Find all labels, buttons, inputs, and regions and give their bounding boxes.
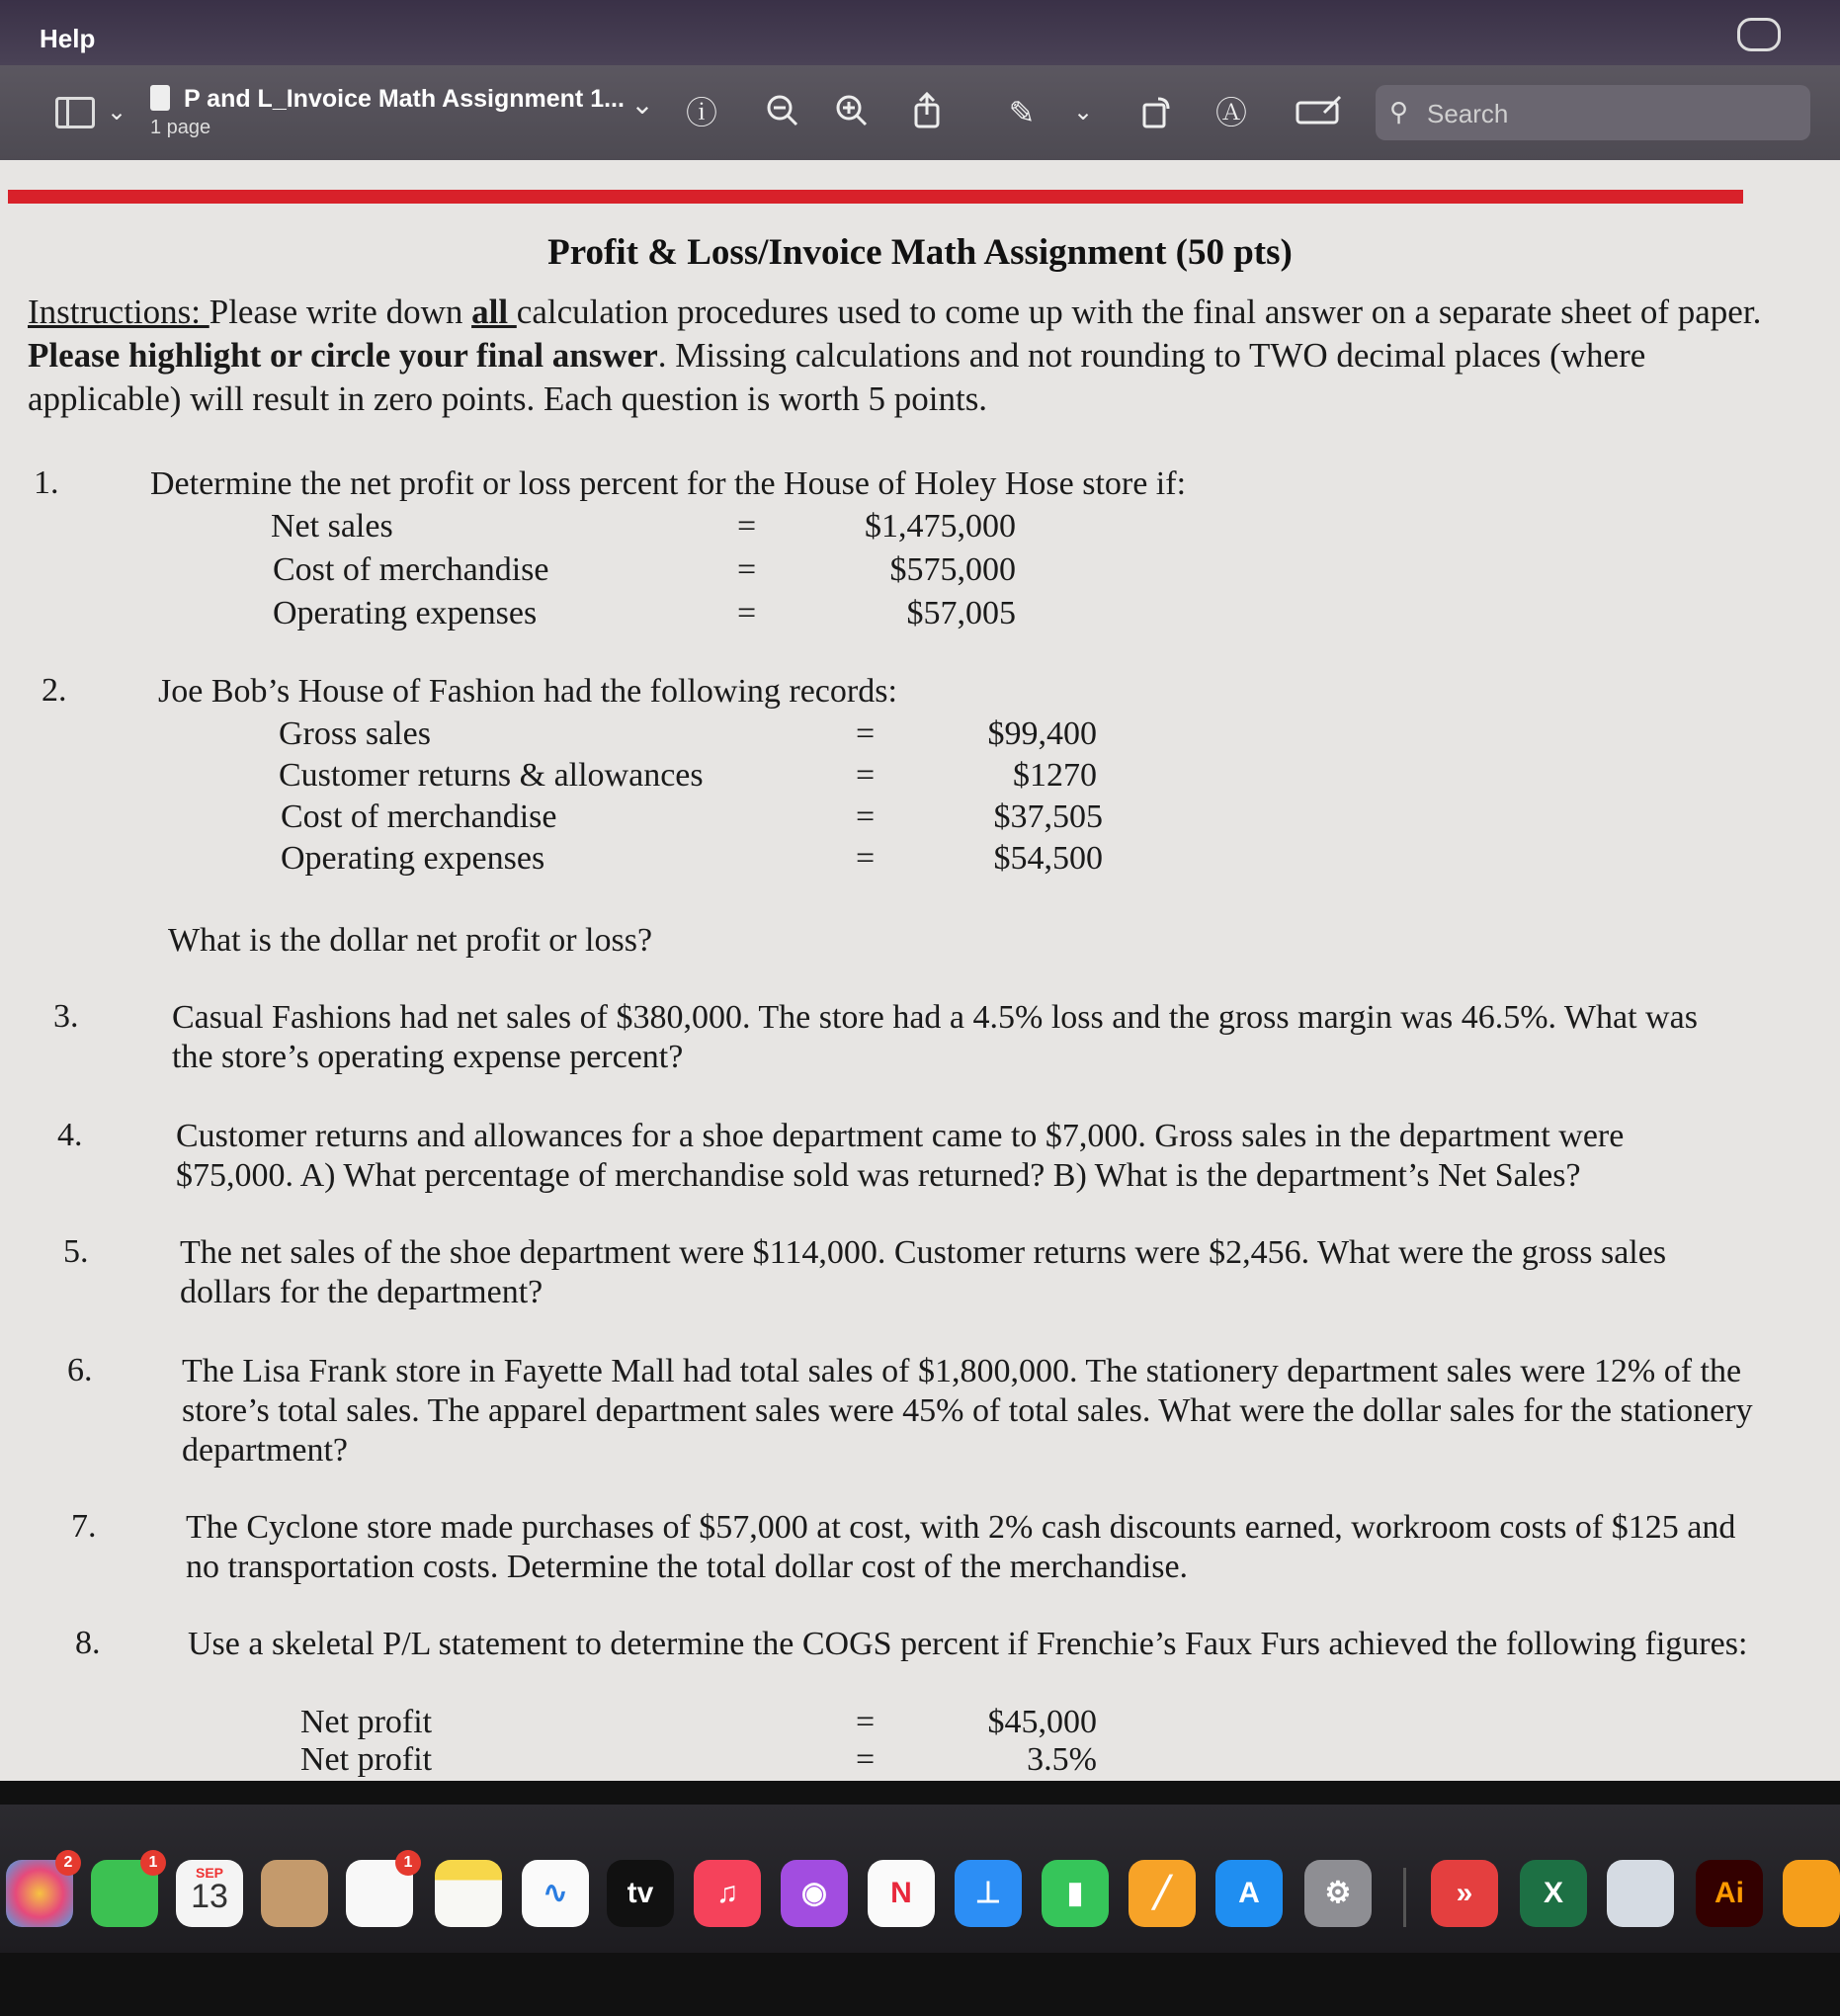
q4-number: 4. bbox=[57, 1117, 83, 1153]
q2-row-eq: = bbox=[856, 840, 876, 877]
q8-row-label: Net profit bbox=[300, 1741, 433, 1778]
photos-badge: 2 bbox=[55, 1850, 81, 1876]
keynote-app-icon[interactable]: ⊥ bbox=[955, 1860, 1022, 1927]
annotate-icon[interactable]: Ⓐ bbox=[1214, 95, 1247, 130]
q1-number: 1. bbox=[34, 464, 59, 501]
instructions-bold: Please highlight or circle your final answer bbox=[28, 336, 658, 375]
appstore-app-icon[interactable]: A bbox=[1215, 1860, 1283, 1927]
calendar-app-icon[interactable] bbox=[176, 1860, 243, 1927]
q1-row-eq: = bbox=[737, 551, 757, 588]
q2-row-value: $54,500 bbox=[993, 840, 1103, 877]
q2-row-eq: = bbox=[856, 715, 876, 752]
zoom-in-icon[interactable] bbox=[830, 91, 874, 134]
q2-row-label: Gross sales bbox=[279, 715, 431, 752]
instructions-part1: Please write down bbox=[209, 293, 472, 331]
contacts-app-icon[interactable] bbox=[261, 1860, 328, 1927]
document-page bbox=[0, 160, 1840, 1781]
q4-text: Customer returns and allowances for a shoe department came to $7,000. Gross sales in the department were $75,000. A) What percentage of merchandise sold was returned? B) What is the department’s Net Sales? bbox=[176, 1118, 1625, 1194]
q2-text: Joe Bob’s House of Fashion had the following records: bbox=[158, 673, 897, 710]
q8-row-value: 3.5% bbox=[1027, 1741, 1097, 1778]
news-app-icon[interactable]: N bbox=[868, 1860, 935, 1927]
markup-chevron-icon[interactable]: ⌄ bbox=[1072, 99, 1094, 126]
instructions-all: all bbox=[471, 293, 517, 331]
remote-desktop-app-icon[interactable]: » bbox=[1431, 1860, 1498, 1927]
q2-question: What is the dollar net profit or loss? bbox=[168, 922, 653, 959]
q6-text: The Lisa Frank store in Fayette Mall had total sales of $1,800,000. The stationery department sales were 12% of the store’s total sales. The apparel department sales were 45% of total sales. What were the dollar sales for the stationery department? bbox=[182, 1353, 1753, 1469]
q7-number: 7. bbox=[71, 1508, 97, 1545]
notes-app-icon[interactable] bbox=[435, 1860, 502, 1927]
q2-number: 2. bbox=[42, 672, 67, 709]
signature-icon[interactable] bbox=[1295, 91, 1338, 134]
q1-row-value: $1,475,000 bbox=[865, 508, 1016, 545]
q8-row-eq: = bbox=[856, 1741, 876, 1778]
facetime-app-icon[interactable] bbox=[91, 1854, 158, 1927]
q3-text: Casual Fashions had net sales of $380,000. The store had a 4.5% loss and the gross margin was 46.5%. What was the store’s operating expense percent? bbox=[172, 999, 1698, 1075]
facetime-badge: 1 bbox=[140, 1850, 166, 1876]
q1-row-label: Cost of merchandise bbox=[273, 551, 549, 588]
info-icon[interactable]: ⓘ bbox=[685, 95, 717, 130]
sidebar-toggle-icon[interactable] bbox=[55, 97, 95, 128]
q2-row-value: $37,505 bbox=[993, 798, 1103, 835]
illustrator-app-icon[interactable] bbox=[1696, 1860, 1763, 1927]
q1-row-label: Operating expenses bbox=[273, 595, 538, 631]
illustrator-label: Ai bbox=[1715, 1877, 1744, 1909]
instructions-part3: . Missing calculations and not rounding to TWO decimal places (where applicable) will result in zero points. Each question is worth 5 points. bbox=[28, 336, 1646, 418]
q5-text: The net sales of the shoe department were $114,000. Customer returns were $2,456. What were the gross sales dollars for the department? bbox=[180, 1234, 1667, 1310]
q1-text: Determine the net profit or loss percent for the House of Holey Hose store if: bbox=[150, 465, 1187, 502]
q5-number: 5. bbox=[63, 1233, 89, 1270]
document-icon bbox=[150, 85, 170, 111]
instructions-part2: calculation procedures used to come up with the final answer on a separate sheet of paper. bbox=[516, 293, 1762, 331]
preview-toolbar bbox=[0, 65, 1840, 160]
podcasts-app-icon[interactable]: ◉ bbox=[781, 1860, 848, 1927]
reminders-badge: 1 bbox=[395, 1850, 421, 1876]
calendar-month: SEP bbox=[195, 1865, 223, 1881]
dock bbox=[0, 1805, 1840, 1953]
numbers-app-icon[interactable]: ▮ bbox=[1042, 1860, 1109, 1927]
reminders-app-icon[interactable] bbox=[346, 1854, 413, 1927]
tv-label: tv bbox=[627, 1877, 654, 1909]
q6-number: 6. bbox=[67, 1352, 93, 1388]
q1-row-eq: = bbox=[737, 508, 757, 545]
photos-app-icon[interactable] bbox=[6, 1854, 73, 1927]
q8-row-eq: = bbox=[856, 1704, 876, 1740]
calendar-day: 13 bbox=[191, 1878, 228, 1915]
q2-row-label: Operating expenses bbox=[281, 840, 545, 877]
menu-help[interactable]: Help bbox=[40, 24, 96, 53]
dock-separator bbox=[1403, 1868, 1406, 1927]
q8-number: 8. bbox=[75, 1625, 101, 1661]
freeform-app-icon[interactable]: ∿ bbox=[522, 1860, 589, 1927]
q1-row-value: $575,000 bbox=[889, 551, 1016, 588]
q1-row-value: $57,005 bbox=[906, 595, 1016, 631]
q8-row-label: Net profit bbox=[300, 1704, 433, 1740]
q2-row-label: Cost of merchandise bbox=[281, 798, 557, 835]
q7-text: The Cyclone store made purchases of $57,000 at cost, with 2% cash discounts earned, workroom costs of $125 and no transportation costs. Determine the total dollar cost of the merchandise. bbox=[186, 1509, 1736, 1585]
appletv-app-icon[interactable] bbox=[607, 1860, 674, 1927]
books-app-icon[interactable] bbox=[1783, 1860, 1840, 1927]
q2-row-eq: = bbox=[856, 798, 876, 835]
q1-row-eq: = bbox=[737, 595, 757, 631]
preview-app-icon[interactable] bbox=[1607, 1860, 1674, 1927]
search-icon: ⚲ bbox=[1389, 97, 1409, 126]
music-app-icon[interactable]: ♫ bbox=[694, 1860, 761, 1927]
document-page-count: 1 page bbox=[150, 117, 211, 138]
document-title[interactable]: P and L_Invoice Math Assignment 1... bbox=[184, 85, 625, 113]
search-field[interactable] bbox=[1376, 85, 1810, 140]
markup-pen-icon[interactable]: ✎ bbox=[1008, 95, 1036, 130]
title-chevron-icon[interactable]: ⌄ bbox=[630, 89, 654, 120]
q2-row-value: $99,400 bbox=[987, 715, 1097, 752]
red-rule bbox=[8, 190, 1743, 204]
menu-bar bbox=[0, 0, 1840, 65]
instructions bbox=[28, 291, 1767, 421]
q2-row-value: $1270 bbox=[1013, 757, 1097, 794]
q8-text: Use a skeletal P/L statement to determine the COGS percent if Frenchie’s Faux Furs achieved the following figures: bbox=[188, 1626, 1748, 1662]
instructions-label: Instructions: bbox=[28, 293, 209, 331]
zoom-out-icon[interactable] bbox=[761, 91, 804, 134]
share-icon[interactable] bbox=[905, 91, 949, 134]
search-placeholder: Search bbox=[1427, 99, 1509, 128]
q3-number: 3. bbox=[53, 998, 79, 1035]
q2-row-eq: = bbox=[856, 757, 876, 794]
q2-row-label: Customer returns & allowances bbox=[279, 757, 704, 794]
control-center-icon[interactable] bbox=[1737, 18, 1781, 51]
excel-app-icon[interactable]: X bbox=[1520, 1860, 1587, 1927]
q8-row-value: $45,000 bbox=[987, 1704, 1097, 1740]
chevron-down-icon[interactable]: ⌄ bbox=[106, 99, 127, 126]
settings-app-icon[interactable]: ⚙ bbox=[1304, 1860, 1372, 1927]
pages-app-icon[interactable]: ╱ bbox=[1129, 1860, 1196, 1927]
rotate-icon[interactable] bbox=[1134, 91, 1178, 134]
page-title: Profit & Loss/Invoice Math Assignment (50 pts) bbox=[547, 232, 1293, 273]
q1-row-label: Net sales bbox=[271, 508, 393, 545]
